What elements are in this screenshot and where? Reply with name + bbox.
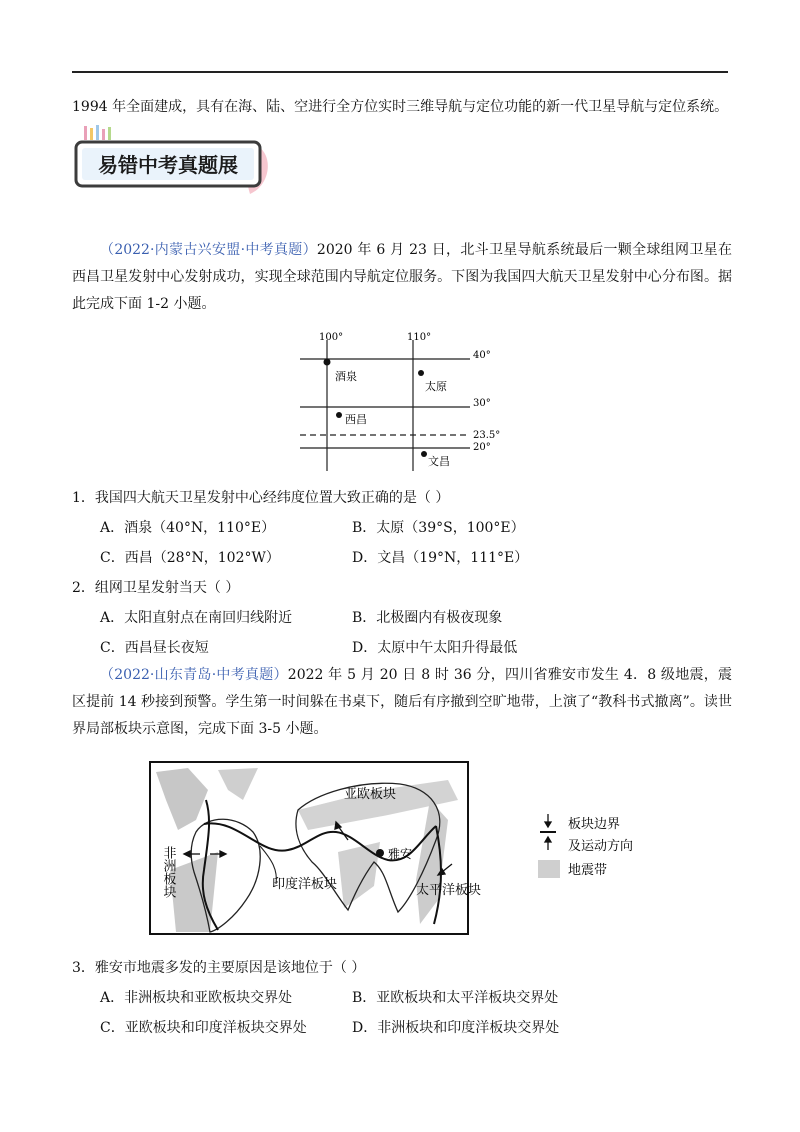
plate-map	[148, 760, 482, 936]
passage-1-text: 2020 年 6 月 23 日，北斗卫星导航系统最后一颗全球组网卫星在西昌卫星发射中心发射成功，实现全球范围内导航定位服务。下图为我国四大航天卫星发射中心分布图。据此完成下面 1-2 小题。	[72, 242, 732, 312]
lat-label-40: 40°	[473, 350, 491, 361]
passage-1	[72, 237, 732, 318]
banner-stripes	[84, 125, 111, 140]
intro-line: 1994 年全面建成，具有在海、陆、空进行全方位实时三维导航与定位功能的新一代卫星导航与定位系统。	[72, 99, 729, 115]
launch-center-map	[295, 326, 515, 471]
plate-map-legend	[538, 812, 698, 892]
q3-option-b[interactable]: B．亚欧板块和太平洋板块交界处	[352, 990, 559, 1006]
lat-label-30: 30°	[473, 398, 491, 409]
label-yaan: 雅安	[388, 847, 413, 861]
banner-title: 易错中考真题展	[98, 153, 238, 177]
place-wenchang: 文昌	[428, 455, 450, 468]
yaan-dot	[376, 849, 384, 857]
passage-2-source: （2022·山东青岛·中考真题）	[100, 667, 288, 683]
label-indian-plate: 印度洋板块	[272, 877, 338, 892]
lon-label-100: 100°	[319, 332, 344, 343]
passage-1-source: （2022·内蒙古兴安盟·中考真题）	[100, 242, 317, 258]
legend-boundary-line-1: 板块边界	[568, 817, 621, 832]
place-xichang: 西昌	[345, 413, 367, 426]
label-pacific-plate: 太平洋板块	[416, 883, 482, 898]
jiuquan-dot	[324, 359, 331, 366]
q3-option-c[interactable]: C．亚欧板块和印度洋板块交界处	[100, 1020, 307, 1036]
passage-2-text: 2022 年 5 月 20 日 8 时 36 分，四川省雅安市发生 4．8 级地震，震区提前 14 秒接到预警。学生第一时间躲在书桌下，随后有序撤到空旷地带，上演了“教科书式撤离”。读世界局部板块示意图，完成下面 3-5 小题。	[72, 667, 732, 737]
q1-option-d[interactable]: D．文昌（19°N，111°E）	[352, 550, 529, 566]
place-taiyuan: 太原	[425, 380, 447, 393]
q3-option-a[interactable]: A．非洲板块和亚欧板块交界处	[100, 990, 293, 1006]
legend-earthquake-belt: 地震带	[568, 863, 608, 878]
q2-option-b[interactable]: B．北极圈内有极夜现象	[352, 610, 503, 626]
wenchang-dot	[421, 451, 427, 457]
q2-option-d[interactable]: D．太原中午太阳升得最低	[352, 640, 518, 656]
q2-option-c[interactable]: C．西昌昼长夜短	[100, 640, 209, 656]
earthquake-belt-swatch	[538, 860, 560, 878]
question-2-stem: 2．组网卫星发射当天（ ）	[72, 580, 240, 596]
taiyuan-dot	[418, 370, 424, 376]
place-jiuquan: 酒泉	[335, 370, 357, 383]
legend-boundary-line-2: 及运动方向	[568, 839, 634, 854]
boundary-arrow-icon	[540, 814, 556, 850]
header-rule	[72, 71, 728, 73]
q1-option-a[interactable]: A．酒泉（40°N，110°E）	[100, 520, 276, 536]
q1-option-c[interactable]: C．西昌（28°N，102°W）	[100, 550, 280, 566]
label-eurasian-plate: 亚欧板块	[344, 787, 397, 802]
passage-2	[72, 662, 732, 743]
q2-option-a[interactable]: A．太阳直射点在南回归线附近	[100, 610, 293, 626]
lat-label-23-5: 23.5°	[473, 430, 501, 441]
question-1-stem: 1．我国四大航天卫星发射中心经纬度位置大致正确的是（ ）	[72, 490, 450, 506]
q1-option-b[interactable]: B．太原（39°S，100°E）	[352, 520, 525, 536]
lat-label-20: 20°	[473, 442, 491, 453]
xichang-dot	[336, 412, 342, 418]
q3-option-d[interactable]: D．非洲板块和印度洋板块交界处	[352, 1020, 560, 1036]
question-3-stem: 3．雅安市地震多发的主要原因是该地位于（ ）	[72, 960, 366, 976]
label-african-plate: 非洲板块	[160, 846, 176, 898]
lon-label-110: 110°	[407, 332, 432, 343]
section-banner	[74, 124, 274, 200]
